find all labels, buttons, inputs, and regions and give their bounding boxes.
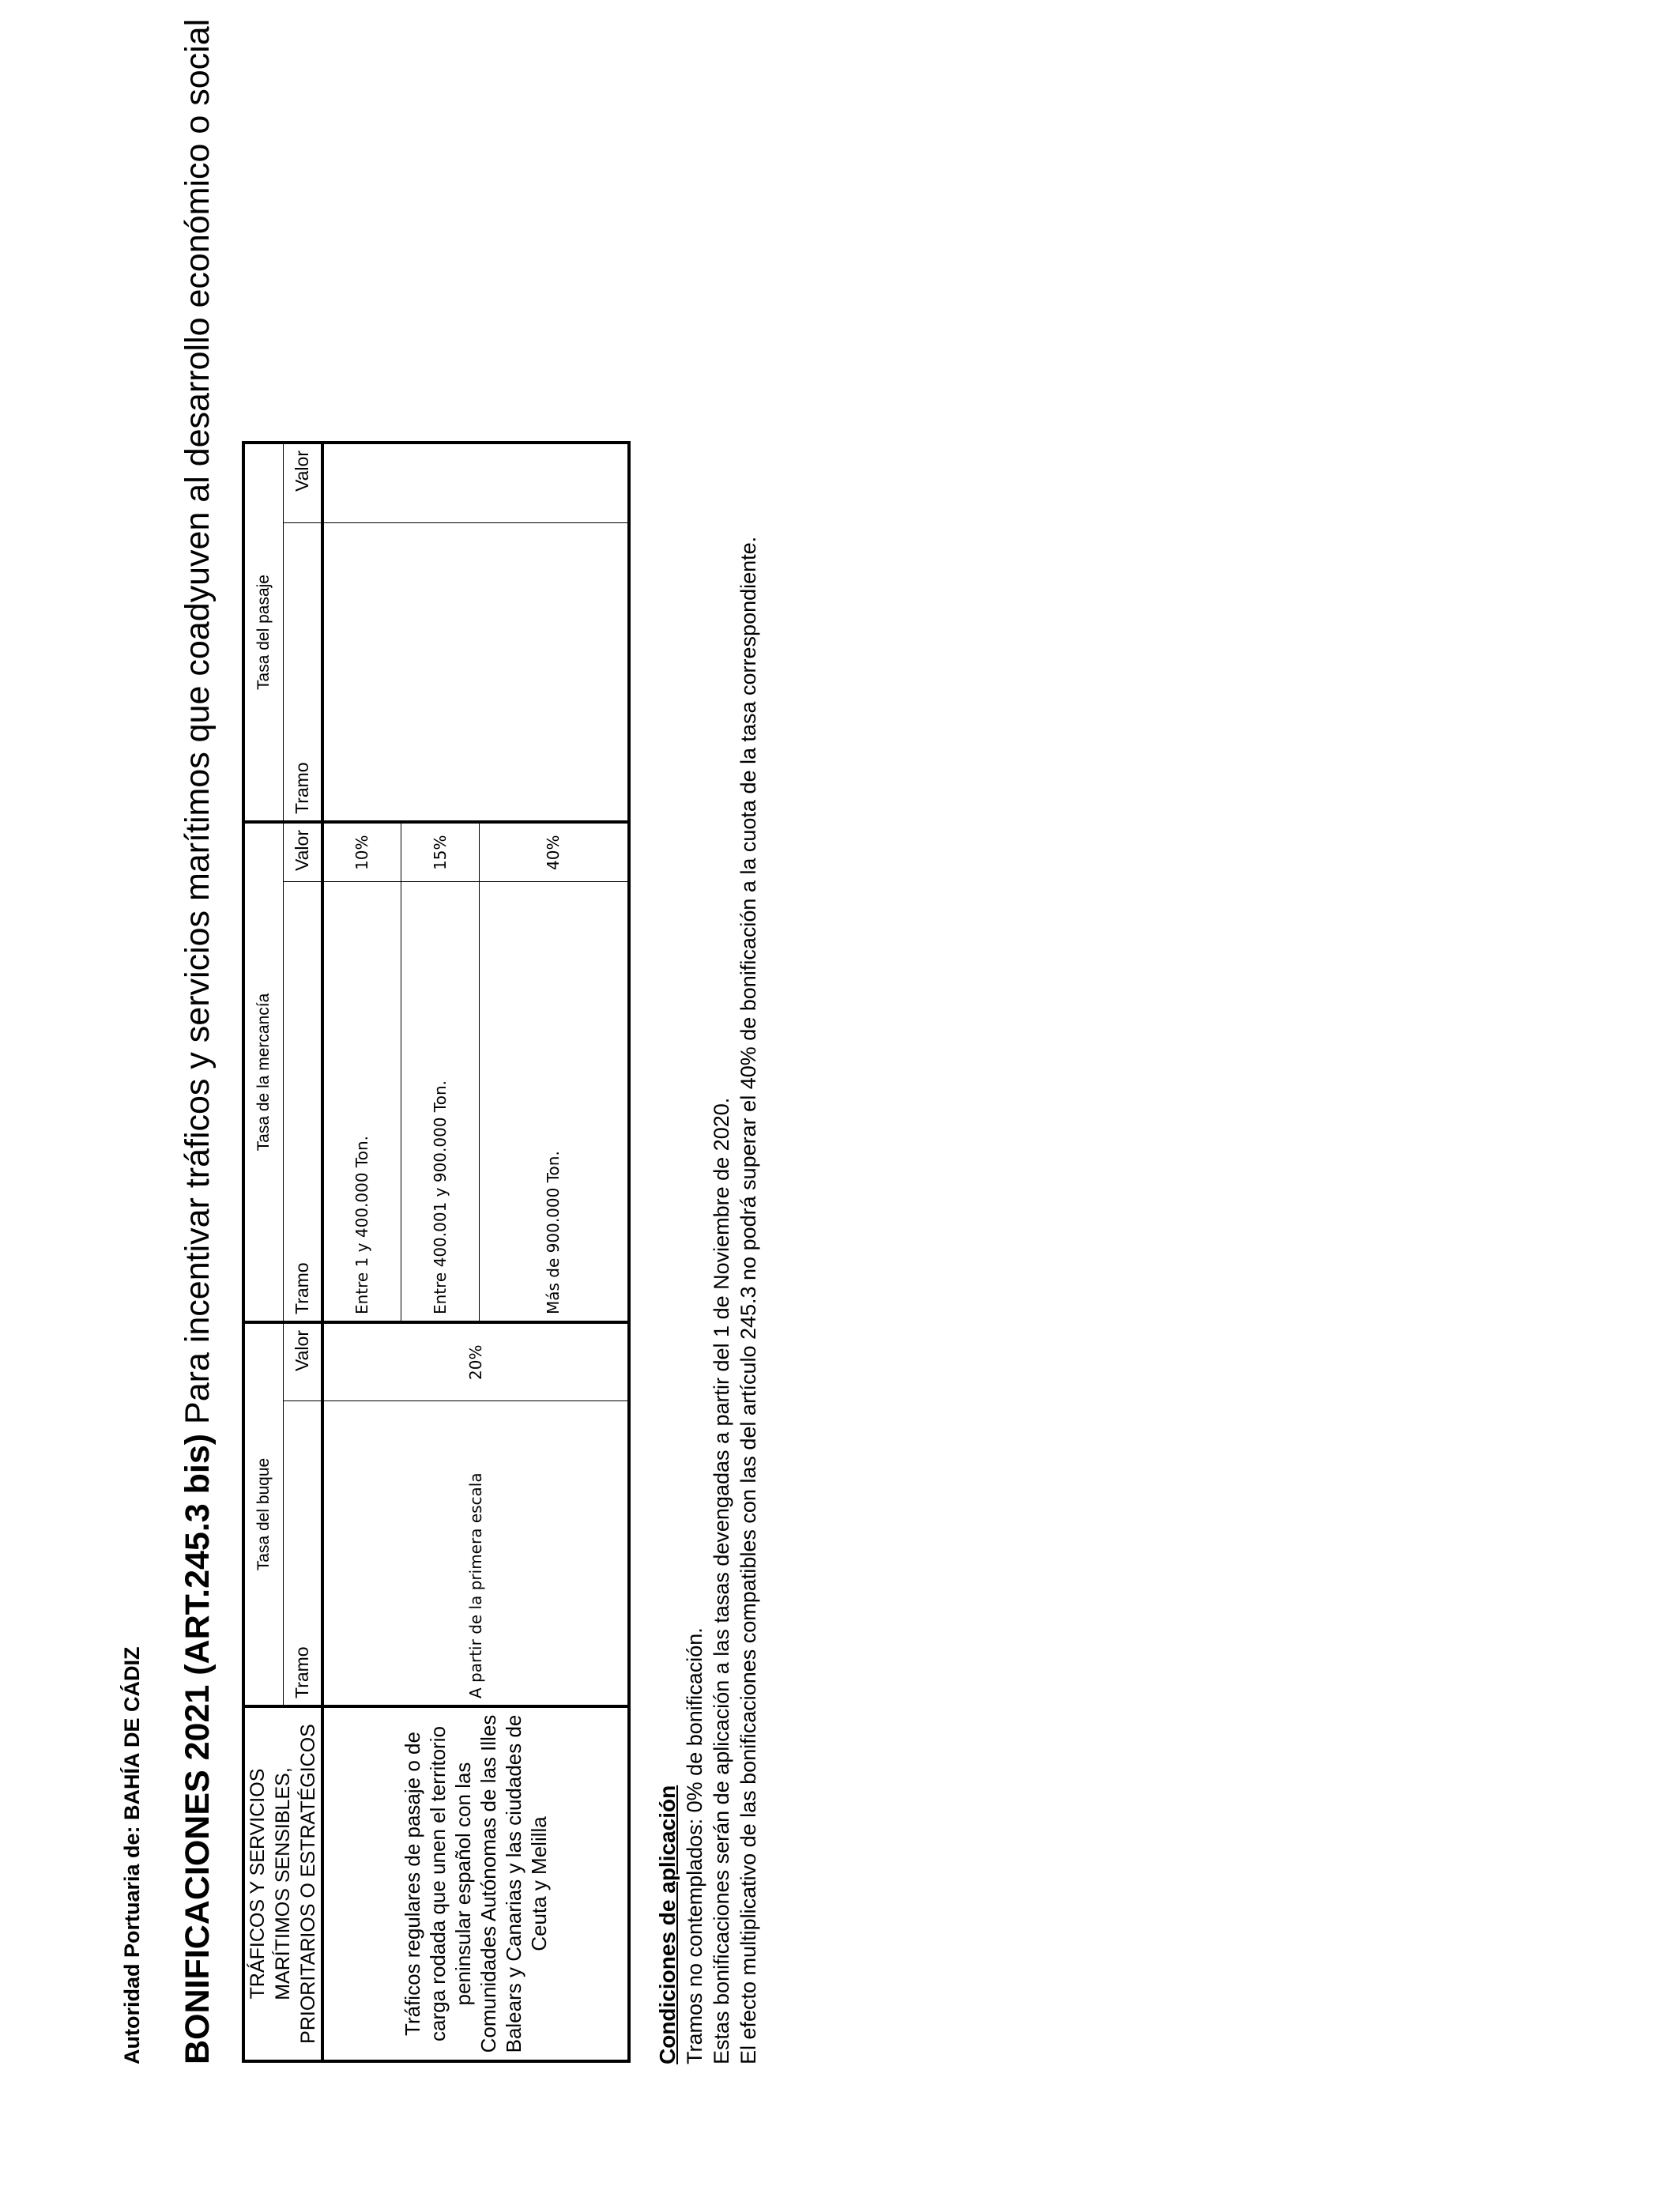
buque-valor: 20% [322,1322,629,1401]
condition-line-2: Estas bonificaciones serán de aplicación a las tasas devengadas a partir del 1 de Noviembre de 2020. [710,1097,733,2064]
mercancia-valor-3: 40% [479,822,629,882]
authority-name: BAHÍA DE CÁDIZ [120,1646,144,1820]
bonus-table [242,441,631,2063]
buque-valor-header: Valor [283,1322,322,1401]
document-title [179,19,217,2064]
group-header-pasaje: Tasa del pasaje [243,443,283,822]
conditions-block [654,537,762,2064]
pasaje-tramo-header: Tramo [283,523,322,822]
mercancia-valor-1: 10% [322,822,401,882]
mercancia-tramo-header: Tramo [283,882,322,1322]
pasaje-valor-header: Valor [283,443,322,523]
pasaje-valor [322,443,629,523]
mercancia-valor-2: 15% [401,822,479,882]
traffic-header: TRÁFICOS Y SERVICIOS MARÍTIMOS SENSIBLES, PRIORITARIOS O ESTRATÉGICOS [243,1706,322,2061]
condition-line-3: El efecto multiplicativo de las bonificaciones compatibles con las del artículo 245.3 no podrá superar el 40% de bonificación a la cuota de la tasa correspondiente. [736,536,760,2064]
buque-tramo: A partir de la primera escala [322,1401,629,1706]
buque-tramo-header: Tramo [283,1401,322,1706]
authority-line [120,1646,145,2064]
title-bold: BONIFICACIONES 2021 (ART.245.3 bis) [179,1433,217,2064]
mercancia-tramo-2: Entre 400.001 y 900.000 Ton. [401,882,479,1322]
authority-label: Autoridad Portuaria de: [120,1826,144,2064]
title-rest: Para incentivar tráficos y servicios marítimos que coadyuven al desarrollo económico o social [179,18,217,1424]
group-header-buque: Tasa del buque [243,1322,283,1706]
mercancia-tramo-1: Entre 1 y 400.000 Ton. [322,882,401,1322]
condition-line-1: Tramos no contemplados: 0% de bonificación. [683,1627,706,2064]
group-header-mercancia: Tasa de la mercancía [243,822,283,1322]
traffic-description: Tráficos regulares de pasaje o de carga rodada que unen el territorio peninsular español con las Comunidades Autónomas de las Illes Balears y Canarias y las ciudades de Ceuta y Melilla [322,1706,629,2061]
mercancia-valor-header: Valor [283,822,322,882]
pasaje-tramo [322,523,629,822]
conditions-title: Condiciones de aplicación [655,1785,680,2064]
mercancia-tramo-3: Más de 900.000 Ton. [479,882,629,1322]
